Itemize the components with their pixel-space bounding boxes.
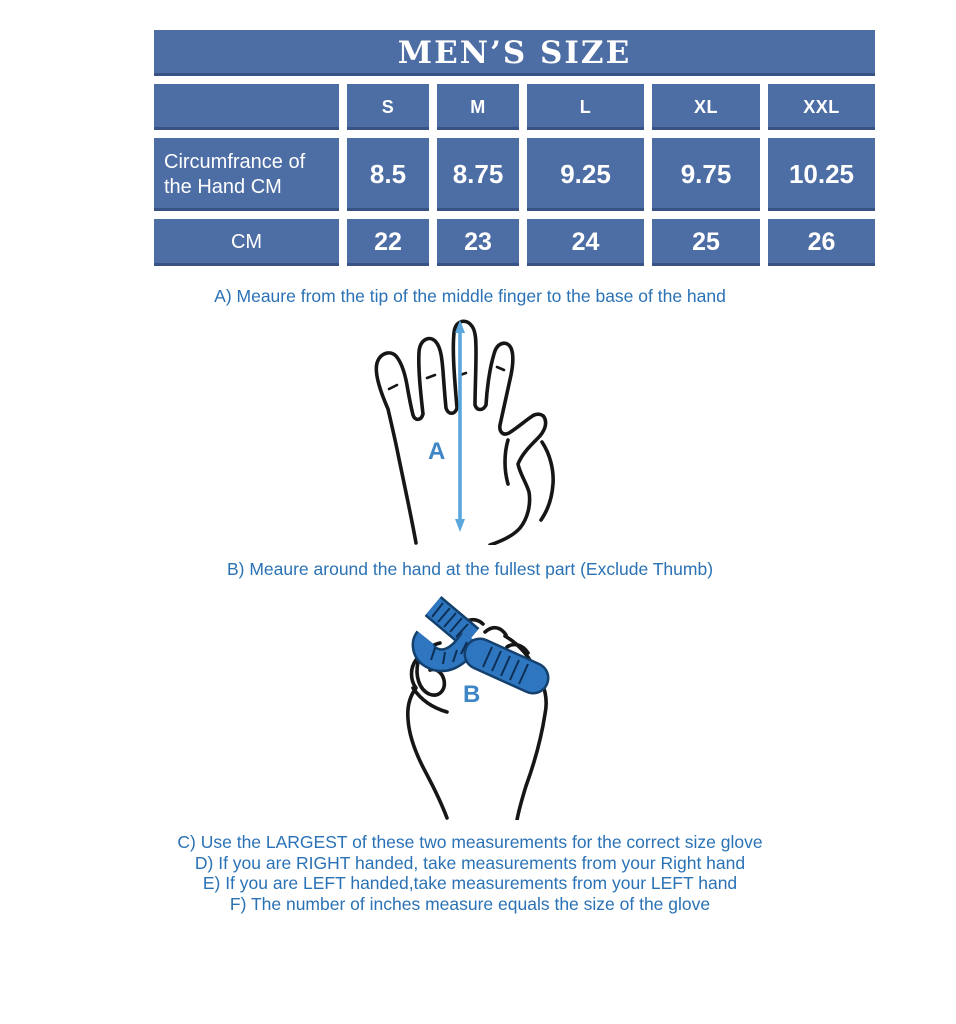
row-label-circumference: Circumfrance of the Hand CM — [154, 138, 339, 211]
cm-value-m: 23 — [437, 219, 519, 266]
circumference-value-l: 9.25 — [527, 138, 644, 211]
col-header-xl: XL — [652, 84, 760, 130]
circumference-value-xxl: 10.25 — [768, 138, 875, 211]
instruction-a: A) Meaure from the tip of the middle finger to the base of the hand — [214, 286, 726, 306]
instruction-b: B) Meaure around the hand at the fullest part (Exclude Thumb) — [226, 559, 714, 579]
circumference-value-m: 8.75 — [437, 138, 519, 211]
cm-value-xl: 25 — [652, 219, 760, 266]
cm-value-l: 24 — [527, 219, 644, 266]
cm-value-s: 22 — [347, 219, 429, 266]
circumference-value-s: 8.5 — [347, 138, 429, 211]
col-header-m: M — [437, 84, 519, 130]
col-header-s: S — [347, 84, 429, 130]
bottom-instructions — [0, 832, 948, 914]
mens-size-table — [154, 30, 875, 266]
instruction-f: F) The number of inches measure equals the size of the glove — [229, 893, 711, 914]
instruction-d: D) If you are RIGHT handed, take measurements from your Right hand — [194, 852, 746, 873]
col-header-xxl: XXL — [768, 84, 875, 130]
instruction-e: E) If you are LEFT handed,take measurements from your LEFT hand — [202, 873, 738, 893]
col-header-l: L — [527, 84, 644, 130]
cm-value-xxl: 26 — [768, 219, 875, 266]
label-a: A — [428, 438, 446, 465]
hand-side-line — [541, 442, 553, 520]
hand-length-diagram — [372, 312, 587, 545]
instruction-c: C) Use the LARGEST of these two measurements for the correct size glove — [177, 832, 763, 852]
table-title: MEN’S SIZE — [154, 30, 875, 76]
circumference-value-xl: 9.75 — [652, 138, 760, 211]
hand-girth-diagram — [395, 592, 567, 820]
fist-right-contour — [517, 674, 546, 820]
corner-cell — [154, 84, 339, 130]
row-label-cm: CM — [154, 219, 339, 266]
label-b: B — [463, 681, 481, 708]
